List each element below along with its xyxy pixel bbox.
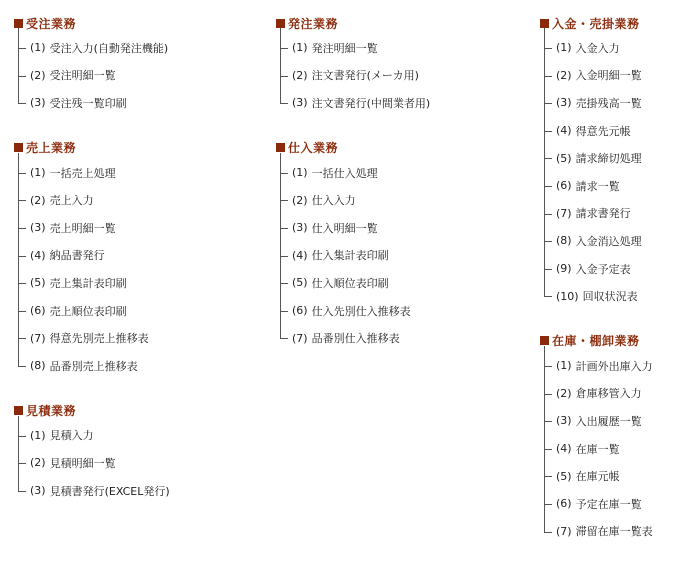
menu-item-label: 仕入集計表印刷	[311, 249, 389, 263]
menu-item-label: 品番別仕入推移表	[311, 332, 400, 346]
menu-item-label: 入金入力	[575, 41, 620, 55]
menu-column-1	[14, 14, 170, 526]
menu-item-label: 仕入明細一覧	[311, 221, 378, 235]
menu-item[interactable]	[280, 34, 430, 62]
menu-item-number: (10)	[556, 289, 579, 303]
menu-item-number: (9)	[556, 262, 572, 276]
menu-item-list	[280, 159, 430, 352]
menu-item-number: (1)	[30, 166, 46, 180]
section-title: 売上業務	[26, 141, 77, 156]
menu-item[interactable]	[544, 227, 653, 255]
menu-item-label: 仕入順位表印刷	[311, 276, 389, 290]
menu-item[interactable]	[280, 89, 430, 117]
menu-item[interactable]	[280, 62, 430, 90]
menu-item[interactable]	[544, 117, 653, 145]
section-title: 見積業務	[26, 404, 77, 419]
square-bullet-icon	[540, 336, 549, 345]
menu-item-label: 売上明細一覧	[49, 221, 116, 235]
menu-item-label: 請求一覧	[575, 179, 620, 193]
menu-item-number: (1)	[30, 428, 46, 442]
menu-item[interactable]	[544, 62, 653, 90]
menu-item-number: (3)	[30, 221, 46, 235]
menu-item-label: 在庫元帳	[575, 470, 620, 484]
menu-item-label: 発注明細一覧	[311, 41, 378, 55]
section-title: 在庫・棚卸業務	[552, 334, 640, 349]
menu-item-label: 売上入力	[49, 194, 94, 208]
section-title: 発注業務	[288, 16, 339, 31]
menu-item[interactable]	[544, 282, 653, 310]
menu-item-number: (8)	[556, 234, 572, 248]
square-bullet-icon	[14, 143, 23, 152]
menu-item-label: 入出履歴一覧	[575, 414, 642, 428]
menu-item-number: (7)	[30, 331, 46, 345]
menu-item-label: 注文書発行(中間業者用)	[311, 96, 431, 110]
menu-item[interactable]	[18, 214, 170, 242]
menu-item-label: 滞留在庫一覧表	[575, 525, 653, 539]
menu-item-label: 一括売上処理	[49, 166, 116, 180]
section-header	[276, 14, 430, 32]
menu-item-number: (6)	[556, 179, 572, 193]
menu-item-label: 回収状況表	[582, 290, 638, 304]
square-bullet-icon	[14, 406, 23, 415]
menu-item[interactable]	[544, 352, 653, 380]
section-header	[540, 332, 653, 350]
menu-item-number: (4)	[556, 124, 572, 138]
menu-item-list	[18, 34, 170, 117]
menu-item-number: (4)	[556, 442, 572, 456]
menu-item-number: (6)	[292, 304, 308, 318]
section-header	[276, 139, 430, 157]
menu-item-label: 売掛残高一覧	[575, 96, 642, 110]
section-header	[540, 14, 653, 32]
menu-item-number: (3)	[292, 96, 308, 110]
menu-item-label: 請求締切処理	[575, 152, 642, 166]
menu-item[interactable]	[544, 172, 653, 200]
menu-item[interactable]	[544, 490, 653, 518]
menu-item-label: 一括仕入処理	[311, 166, 378, 180]
menu-item-number: (2)	[30, 193, 46, 207]
menu-item-number: (8)	[30, 359, 46, 373]
menu-item-number: (3)	[556, 414, 572, 428]
menu-item[interactable]	[544, 380, 653, 408]
menu-item-label: 見積入力	[49, 429, 94, 443]
menu-item[interactable]	[18, 324, 170, 352]
menu-item[interactable]	[544, 407, 653, 435]
menu-item-number: (5)	[556, 151, 572, 165]
menu-item-number: (7)	[556, 206, 572, 220]
menu-item-number: (1)	[292, 166, 308, 180]
menu-item-number: (6)	[30, 304, 46, 318]
menu-item[interactable]	[18, 297, 170, 325]
menu-item[interactable]	[18, 269, 170, 297]
menu-item[interactable]	[18, 159, 170, 187]
menu-item[interactable]	[544, 144, 653, 172]
menu-item-number: (5)	[292, 276, 308, 290]
menu-item-number: (2)	[556, 68, 572, 82]
menu-item[interactable]	[544, 518, 653, 546]
menu-item-label: 入金予定表	[575, 262, 631, 276]
menu-item[interactable]	[18, 352, 170, 380]
menu-item-label: 売上順位表印刷	[49, 304, 127, 318]
menu-item[interactable]	[18, 477, 170, 505]
menu-item-list	[544, 34, 653, 310]
menu-item-label: 在庫一覧	[575, 442, 620, 456]
menu-section	[276, 139, 430, 352]
section-title: 受注業務	[26, 16, 77, 31]
menu-item-list	[280, 34, 430, 117]
menu-item-label: 請求書発行	[575, 207, 631, 221]
menu-section	[276, 14, 430, 117]
menu-item-label: 注文書発行(メーカ用)	[311, 69, 419, 83]
menu-item[interactable]	[280, 186, 430, 214]
menu-item-label: 売上集計表印刷	[49, 276, 127, 290]
square-bullet-icon	[276, 143, 285, 152]
menu-item-label: 入金明細一覧	[575, 69, 642, 83]
menu-column-2	[276, 14, 430, 374]
menu-item[interactable]	[280, 324, 430, 352]
menu-item-number: (3)	[292, 221, 308, 235]
menu-item-list	[544, 352, 653, 545]
menu-item-number: (1)	[556, 41, 572, 55]
menu-item-label: 得意先別売上推移表	[49, 332, 149, 346]
menu-item-number: (3)	[30, 484, 46, 498]
menu-item[interactable]	[18, 89, 170, 117]
square-bullet-icon	[14, 19, 23, 28]
menu-item[interactable]	[544, 200, 653, 228]
menu-item-label: 見積書発行(EXCEL発行)	[49, 484, 170, 498]
menu-section	[14, 14, 170, 117]
menu-item-label: 受注入力(自動発注機能)	[49, 41, 169, 55]
menu-item[interactable]	[544, 255, 653, 283]
section-header	[14, 402, 170, 420]
section-title: 仕入業務	[288, 141, 339, 156]
menu-item-number: (5)	[30, 276, 46, 290]
menu-item-number: (4)	[292, 248, 308, 262]
menu-item[interactable]	[280, 269, 430, 297]
menu-item-label: 予定在庫一覧	[575, 497, 642, 511]
menu-item[interactable]	[280, 242, 430, 270]
menu-item[interactable]	[18, 34, 170, 62]
menu-item-number: (5)	[556, 469, 572, 483]
menu-column-3	[540, 14, 653, 567]
menu-item-label: 入金消込処理	[575, 234, 642, 248]
menu-item-number: (2)	[556, 386, 572, 400]
menu-item[interactable]	[18, 242, 170, 270]
menu-section	[540, 332, 653, 545]
menu-item[interactable]	[280, 297, 430, 325]
menu-item[interactable]	[544, 435, 653, 463]
menu-item-number: (2)	[30, 456, 46, 470]
menu-item-number: (7)	[292, 331, 308, 345]
menu-item[interactable]	[18, 422, 170, 450]
menu-item-number: (2)	[292, 193, 308, 207]
menu-item[interactable]	[280, 159, 430, 187]
menu-item-number: (4)	[30, 248, 46, 262]
menu-item-number: (1)	[292, 41, 308, 55]
menu-item[interactable]	[544, 34, 653, 62]
menu-item-list	[18, 159, 170, 380]
square-bullet-icon	[276, 19, 285, 28]
menu-item-label: 仕入先別仕入推移表	[311, 304, 411, 318]
menu-item[interactable]	[544, 89, 653, 117]
menu-item-number: (1)	[556, 359, 572, 373]
menu-item-number: (2)	[30, 68, 46, 82]
menu-item-label: 受注明細一覧	[49, 69, 116, 83]
menu-item[interactable]	[18, 186, 170, 214]
section-title: 入金・売掛業務	[552, 16, 640, 31]
square-bullet-icon	[540, 19, 549, 28]
menu-section	[14, 402, 170, 505]
menu-item-number: (3)	[556, 96, 572, 110]
section-header	[14, 14, 170, 32]
menu-item-number: (2)	[292, 68, 308, 82]
menu-item-label: 受注残一覧印刷	[49, 96, 127, 110]
menu-item-label: 得意先元帳	[575, 124, 631, 138]
menu-item-number: (3)	[30, 96, 46, 110]
section-header	[14, 139, 170, 157]
menu-item-label: 品番別売上推移表	[49, 359, 138, 373]
menu-item-label: 見積明細一覧	[49, 456, 116, 470]
menu-item-label: 仕入入力	[311, 194, 356, 208]
menu-item-list	[18, 422, 170, 505]
menu-item[interactable]	[18, 62, 170, 90]
menu-item-label: 計画外出庫入力	[575, 359, 653, 373]
menu-item-number: (7)	[556, 524, 572, 538]
menu-item[interactable]	[280, 214, 430, 242]
menu-item[interactable]	[544, 462, 653, 490]
menu-item-number: (6)	[556, 497, 572, 511]
menu-section	[540, 14, 653, 310]
menu-item[interactable]	[18, 449, 170, 477]
menu-item-label: 倉庫移管入力	[575, 387, 642, 401]
menu-item-label: 納品書発行	[49, 249, 105, 263]
menu-section	[14, 139, 170, 380]
menu-item-number: (1)	[30, 41, 46, 55]
